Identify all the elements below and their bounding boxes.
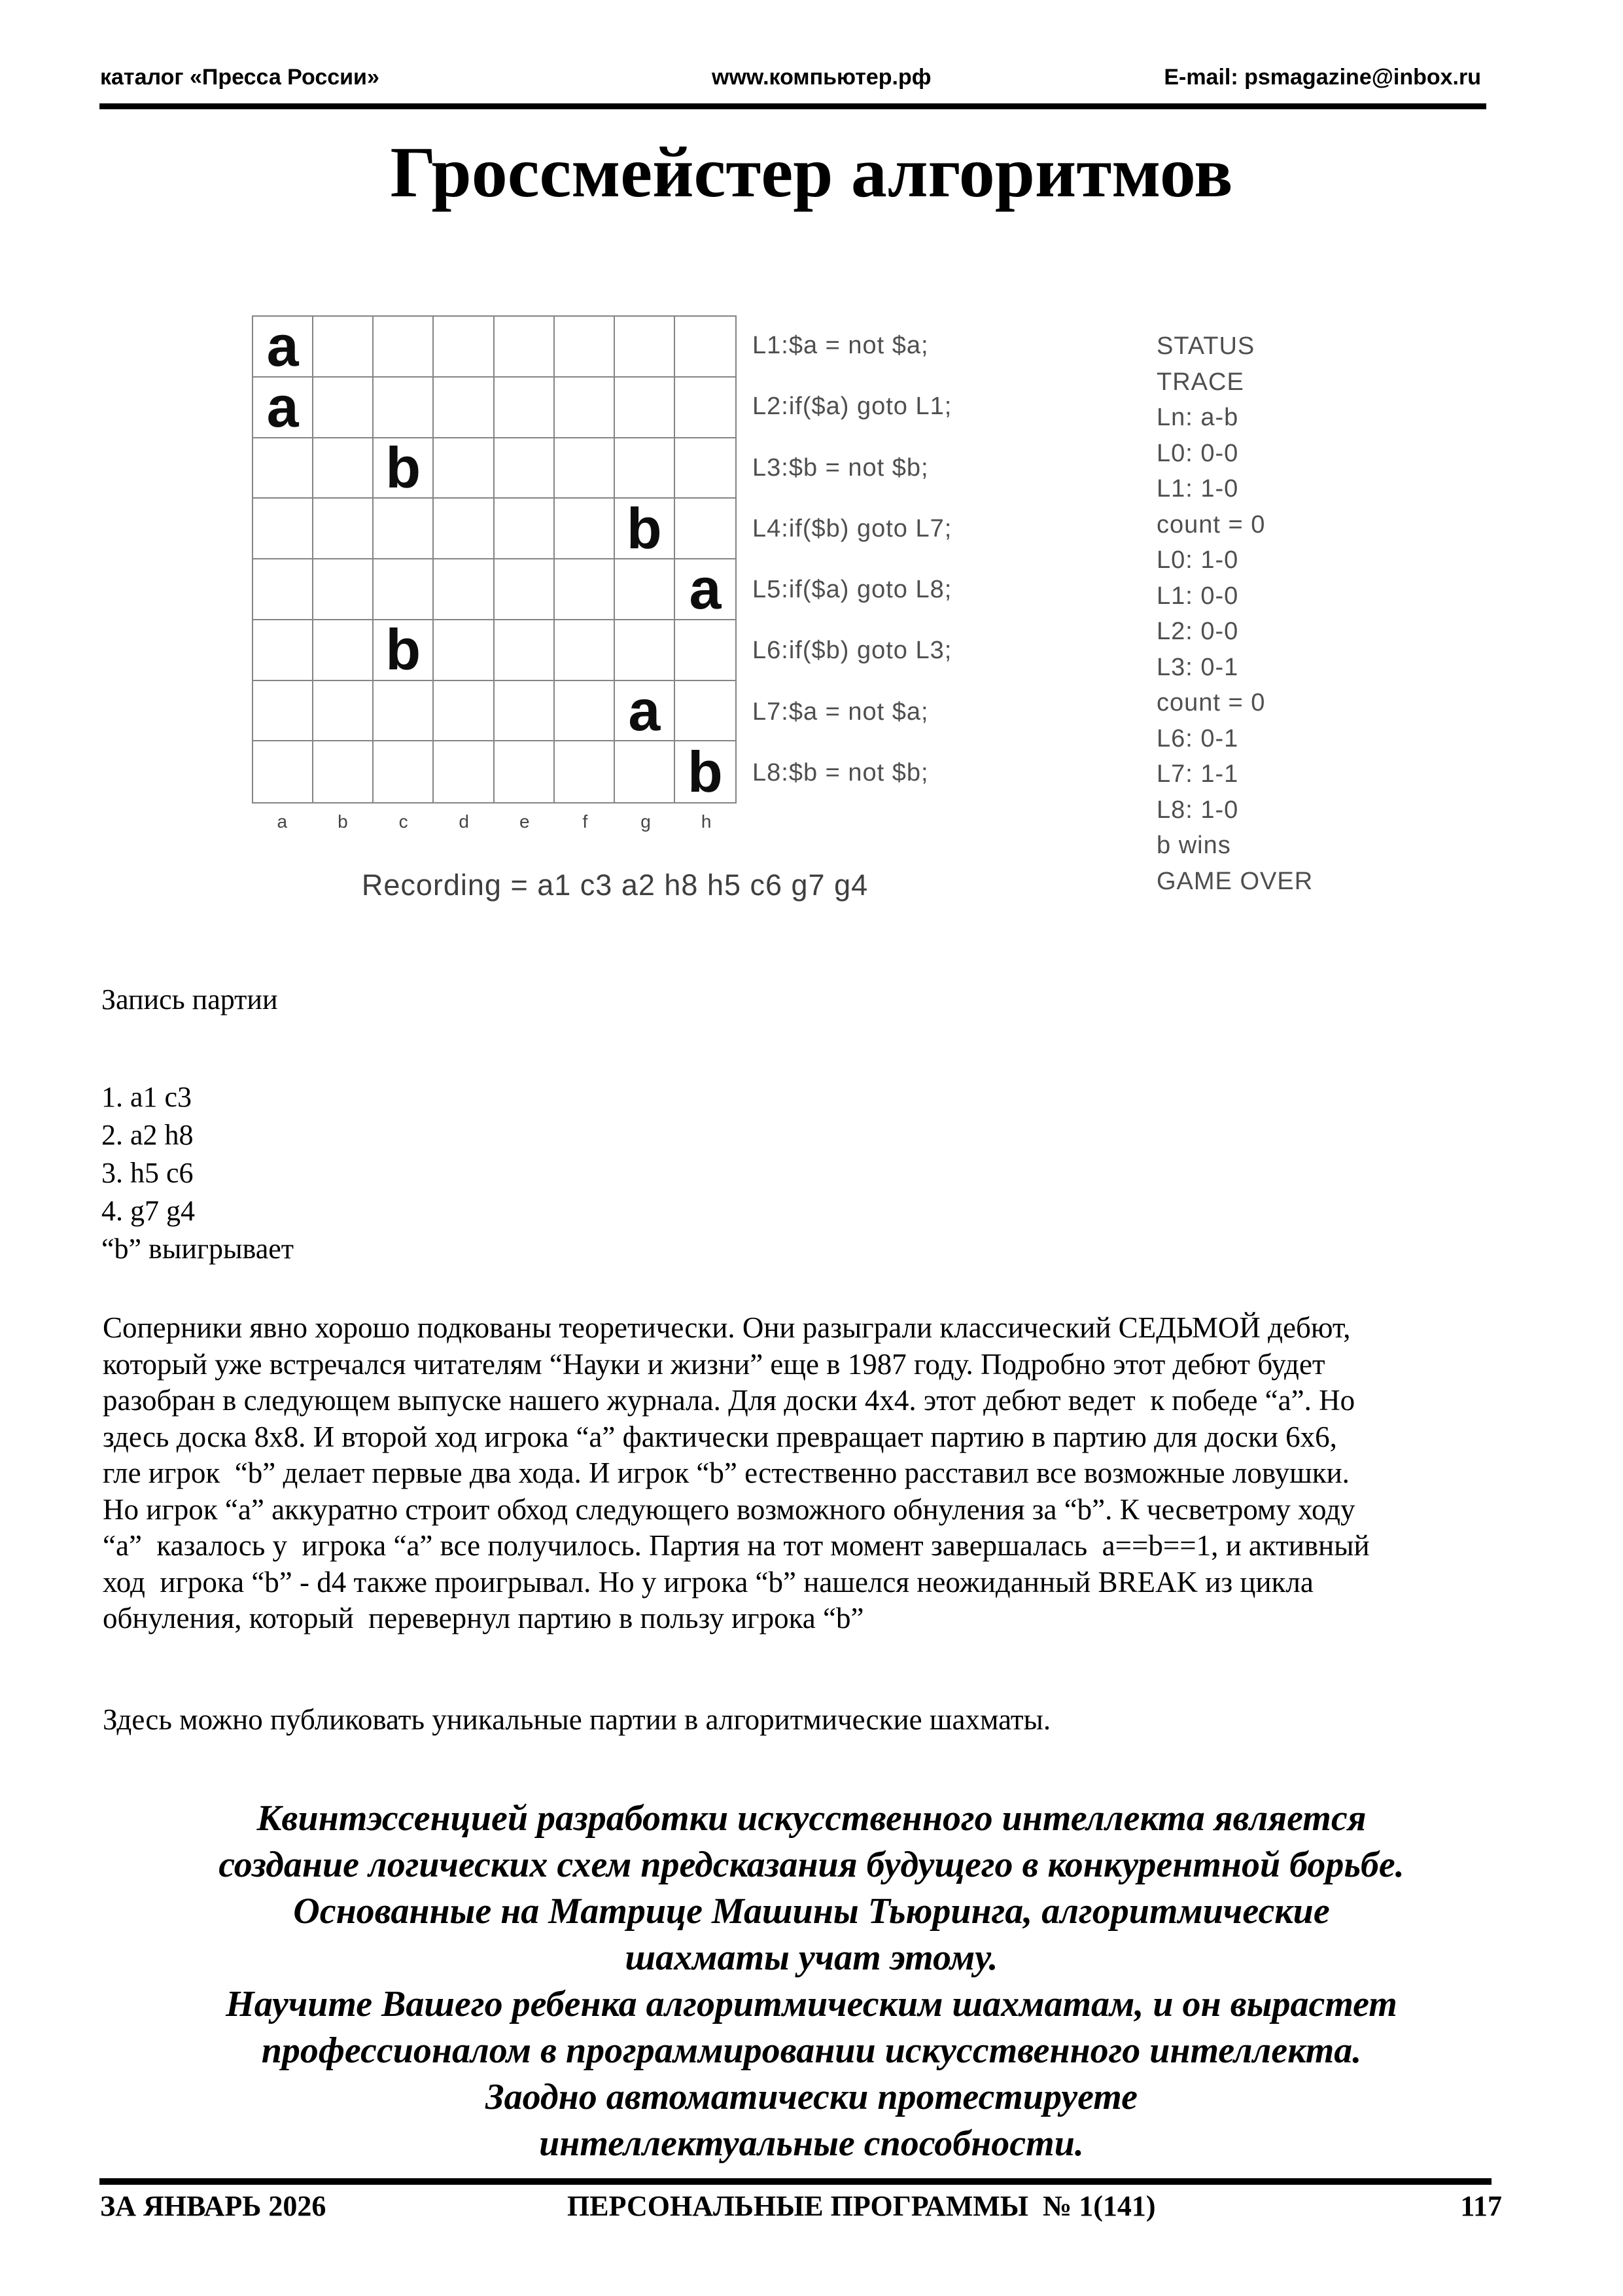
board-cell xyxy=(434,620,494,681)
board-cell xyxy=(615,741,675,802)
file-label-c: c xyxy=(398,811,408,832)
promo-text-line: Научите Вашего ребенка алгоритмическим шахматам, и он вырастет xyxy=(226,1984,1397,2024)
board-cell xyxy=(434,317,494,378)
board-cell xyxy=(495,378,555,438)
board-cell xyxy=(434,499,494,559)
board-cell xyxy=(555,559,615,620)
board-cell xyxy=(675,499,735,559)
board-cell xyxy=(313,620,374,681)
board-cell xyxy=(253,681,313,742)
piece-a: a xyxy=(266,313,299,379)
board-cell xyxy=(495,741,555,802)
code-line: L4:if($b) goto L7; xyxy=(752,514,952,542)
board-cell xyxy=(374,434,434,500)
board-cell xyxy=(495,499,555,559)
piece-a: a xyxy=(266,374,299,440)
header-catalog-label: каталог «Пресса России» xyxy=(100,65,379,90)
board-cell xyxy=(615,495,675,561)
body-paragraph xyxy=(103,1310,1370,1637)
note-line: Здесь можно публиковать уникальные партии в алгоритмические шахматы. xyxy=(103,1703,1051,1736)
board-cell xyxy=(374,681,434,742)
status-trace-panel xyxy=(1157,328,1313,899)
header-website: www.компьютер.рф xyxy=(712,65,932,90)
body-text-line: гле игрок “b” делает первые два хода. И игрок “b” естественно расставил все возможные ловушки. xyxy=(103,1457,1350,1489)
board-cell xyxy=(615,677,675,743)
code-line: L8:$b = not $b; xyxy=(752,758,929,786)
promo-text-line: Квинтэссенцией разработки искусственного интеллекта является xyxy=(256,1798,1367,1839)
status-line: L6: 0-1 xyxy=(1157,724,1239,752)
piece-a: a xyxy=(628,677,661,743)
file-label-e: e xyxy=(519,811,530,832)
game-record-heading: Запись партии xyxy=(101,983,278,1016)
board-cell xyxy=(253,374,313,440)
recording-line: Recording = a1 c3 a2 h8 h5 c6 g7 g4 xyxy=(361,868,869,902)
board-cell xyxy=(675,317,735,378)
board-cell xyxy=(555,378,615,438)
board-cell xyxy=(555,438,615,499)
move-line: 4. g7 g4 xyxy=(101,1195,195,1227)
board-cell xyxy=(253,438,313,499)
footer-page-number: 117 xyxy=(1460,2190,1502,2222)
code-line: L1:$a = not $a; xyxy=(752,332,929,360)
code-line: L7:$a = not $a; xyxy=(752,698,929,726)
move-line: 2. a2 h8 xyxy=(101,1119,194,1151)
status-line: L8: 1-0 xyxy=(1157,796,1239,824)
board-cell xyxy=(374,317,434,378)
promo-text-line: создание логических схем предсказания будущего в конкурентной борьбе. xyxy=(218,1845,1405,1885)
piece-b: b xyxy=(688,739,723,804)
board-cell xyxy=(374,741,434,802)
body-text-line: обнуления, который перевернул партию в пользу игрока “b” xyxy=(103,1602,864,1634)
chess-board xyxy=(252,315,737,804)
board-cell xyxy=(495,438,555,499)
board-cell xyxy=(434,438,494,499)
status-line: GAME OVER xyxy=(1157,867,1314,895)
board-cell xyxy=(675,741,735,802)
body-text-line: Соперники явно хорошо подкованы теоретически. Они разыграли классический СЕДЬМОЙ дебют, xyxy=(103,1311,1351,1344)
board-cell xyxy=(434,378,494,438)
status-line: L0: 1-0 xyxy=(1157,546,1239,574)
status-line: L3: 0-1 xyxy=(1157,653,1239,681)
status-line: STATUS xyxy=(1157,332,1255,360)
board-cell xyxy=(374,378,434,438)
status-line: TRACE xyxy=(1157,368,1244,396)
file-label-a: a xyxy=(277,811,288,832)
board-cell xyxy=(374,499,434,559)
promo-text-line: интеллектуальные способности. xyxy=(539,2123,1084,2164)
board-cell xyxy=(253,620,313,681)
board-file-labels xyxy=(252,811,737,832)
promo-block xyxy=(0,1795,1623,2167)
status-line: L0: 0-0 xyxy=(1157,439,1239,467)
board-cell xyxy=(313,681,374,742)
board-cell xyxy=(615,438,675,499)
board-cell xyxy=(253,313,313,379)
file-label-g: g xyxy=(640,811,651,832)
status-line: L1: 1-0 xyxy=(1157,475,1239,503)
board-cell xyxy=(675,681,735,742)
board-cell xyxy=(555,499,615,559)
status-line: L1: 0-0 xyxy=(1157,582,1239,610)
board-cell xyxy=(313,499,374,559)
move-line: 1. a1 c3 xyxy=(101,1081,192,1113)
board-cell xyxy=(555,317,615,378)
status-line: L2: 0-0 xyxy=(1157,618,1239,645)
status-line: b wins xyxy=(1157,832,1231,859)
board-cell xyxy=(495,317,555,378)
code-line: L5:if($a) goto L8; xyxy=(752,576,952,604)
status-line: Ln: a-b xyxy=(1157,404,1239,431)
board-cell xyxy=(313,438,374,499)
board-cell xyxy=(555,681,615,742)
footer-magazine-name: ПЕРСОНАЛЬНЫЕ ПРОГРАММЫ № 1(141) xyxy=(567,2190,1156,2222)
body-text-line: ход игрока “b” - d4 также проигрывал. Но у игрока “b” нашелся неожиданный BREAK из цикла xyxy=(103,1565,1314,1598)
board-cell xyxy=(313,741,374,802)
board-cell xyxy=(434,741,494,802)
status-line: count = 0 xyxy=(1157,510,1266,539)
board-cell xyxy=(374,617,434,682)
board-cell xyxy=(313,559,374,620)
status-line: L7: 1-1 xyxy=(1157,760,1239,788)
file-label-d: d xyxy=(459,811,469,832)
board-cell xyxy=(675,378,735,438)
board-cell xyxy=(615,620,675,681)
board-cell xyxy=(615,378,675,438)
header-email: E-mail: psmagazine@inbox.ru xyxy=(1164,65,1481,90)
code-line: L6:if($b) goto L3; xyxy=(752,637,952,665)
board-cell xyxy=(675,620,735,681)
piece-b: b xyxy=(385,434,421,500)
board-cell xyxy=(615,317,675,378)
page-title: Гроссмейстер алгоритмов xyxy=(390,132,1233,212)
footer-issue-date: ЗА ЯНВАРЬ 2026 xyxy=(100,2190,326,2222)
footer-rule xyxy=(99,2178,1492,2185)
board-cell xyxy=(555,741,615,802)
board-cell xyxy=(253,499,313,559)
board-cell xyxy=(495,681,555,742)
promo-text-line: Заодно автоматически протестируете xyxy=(485,2077,1138,2117)
code-line: L3:$b = not $b; xyxy=(752,453,929,482)
piece-b: b xyxy=(385,617,421,682)
promo-text-line: профессионалом в программировании искусственного интеллекта. xyxy=(261,2030,1362,2071)
board-cell xyxy=(675,556,735,622)
board-cell xyxy=(313,378,374,438)
status-line: count = 0 xyxy=(1157,689,1266,716)
promo-text-line: шахматы учат этому. xyxy=(625,1937,998,1978)
move-line: “b” выигрывает xyxy=(101,1233,294,1265)
board-cell xyxy=(313,317,374,378)
board-cell xyxy=(555,620,615,681)
board-cell xyxy=(495,620,555,681)
piece-b: b xyxy=(626,495,662,561)
header-rule xyxy=(99,103,1486,109)
file-label-f: f xyxy=(582,811,588,832)
body-text-line: Но игрок “а” аккуратно строит обход следующего возможного обнуления за “b”. К чесветрому ходу xyxy=(103,1492,1355,1526)
body-text-line: “а” казалось у игрока “а” все получилось. Партия на тот момент завершалась a==b==1, и активный xyxy=(103,1529,1370,1562)
piece-a: a xyxy=(689,556,722,622)
body-text-line: разобран в следующем выпуске нашего журнала. Для доски 4х4. этот дебют ведет к победе “а”. Но xyxy=(103,1384,1355,1417)
file-label-h: h xyxy=(701,811,712,832)
board-cell xyxy=(495,559,555,620)
promo-text-line: Основанные на Матрице Машины Тьюринга, алгоритмические xyxy=(293,1891,1330,1932)
board-cell xyxy=(434,681,494,742)
board-cell xyxy=(253,741,313,802)
program-code-listing xyxy=(752,315,952,804)
file-label-b: b xyxy=(338,811,348,832)
board-cell xyxy=(675,438,735,499)
moves-list xyxy=(101,1078,294,1268)
board-cell xyxy=(434,559,494,620)
body-text-line: который уже встречался читателям “Науки и жизни” еще в 1987 году. Подробно этот дебют будет xyxy=(103,1347,1325,1381)
body-text-line: здесь доска 8х8. И второй ход игрока “а” фактически превращает партию в партию для доски 6х6, xyxy=(103,1420,1337,1453)
move-line: 3. h5 c6 xyxy=(101,1157,194,1189)
code-line: L2:if($a) goto L1; xyxy=(752,393,952,421)
board-cell xyxy=(374,559,434,620)
board-cell xyxy=(615,559,675,620)
board-cell xyxy=(253,559,313,620)
